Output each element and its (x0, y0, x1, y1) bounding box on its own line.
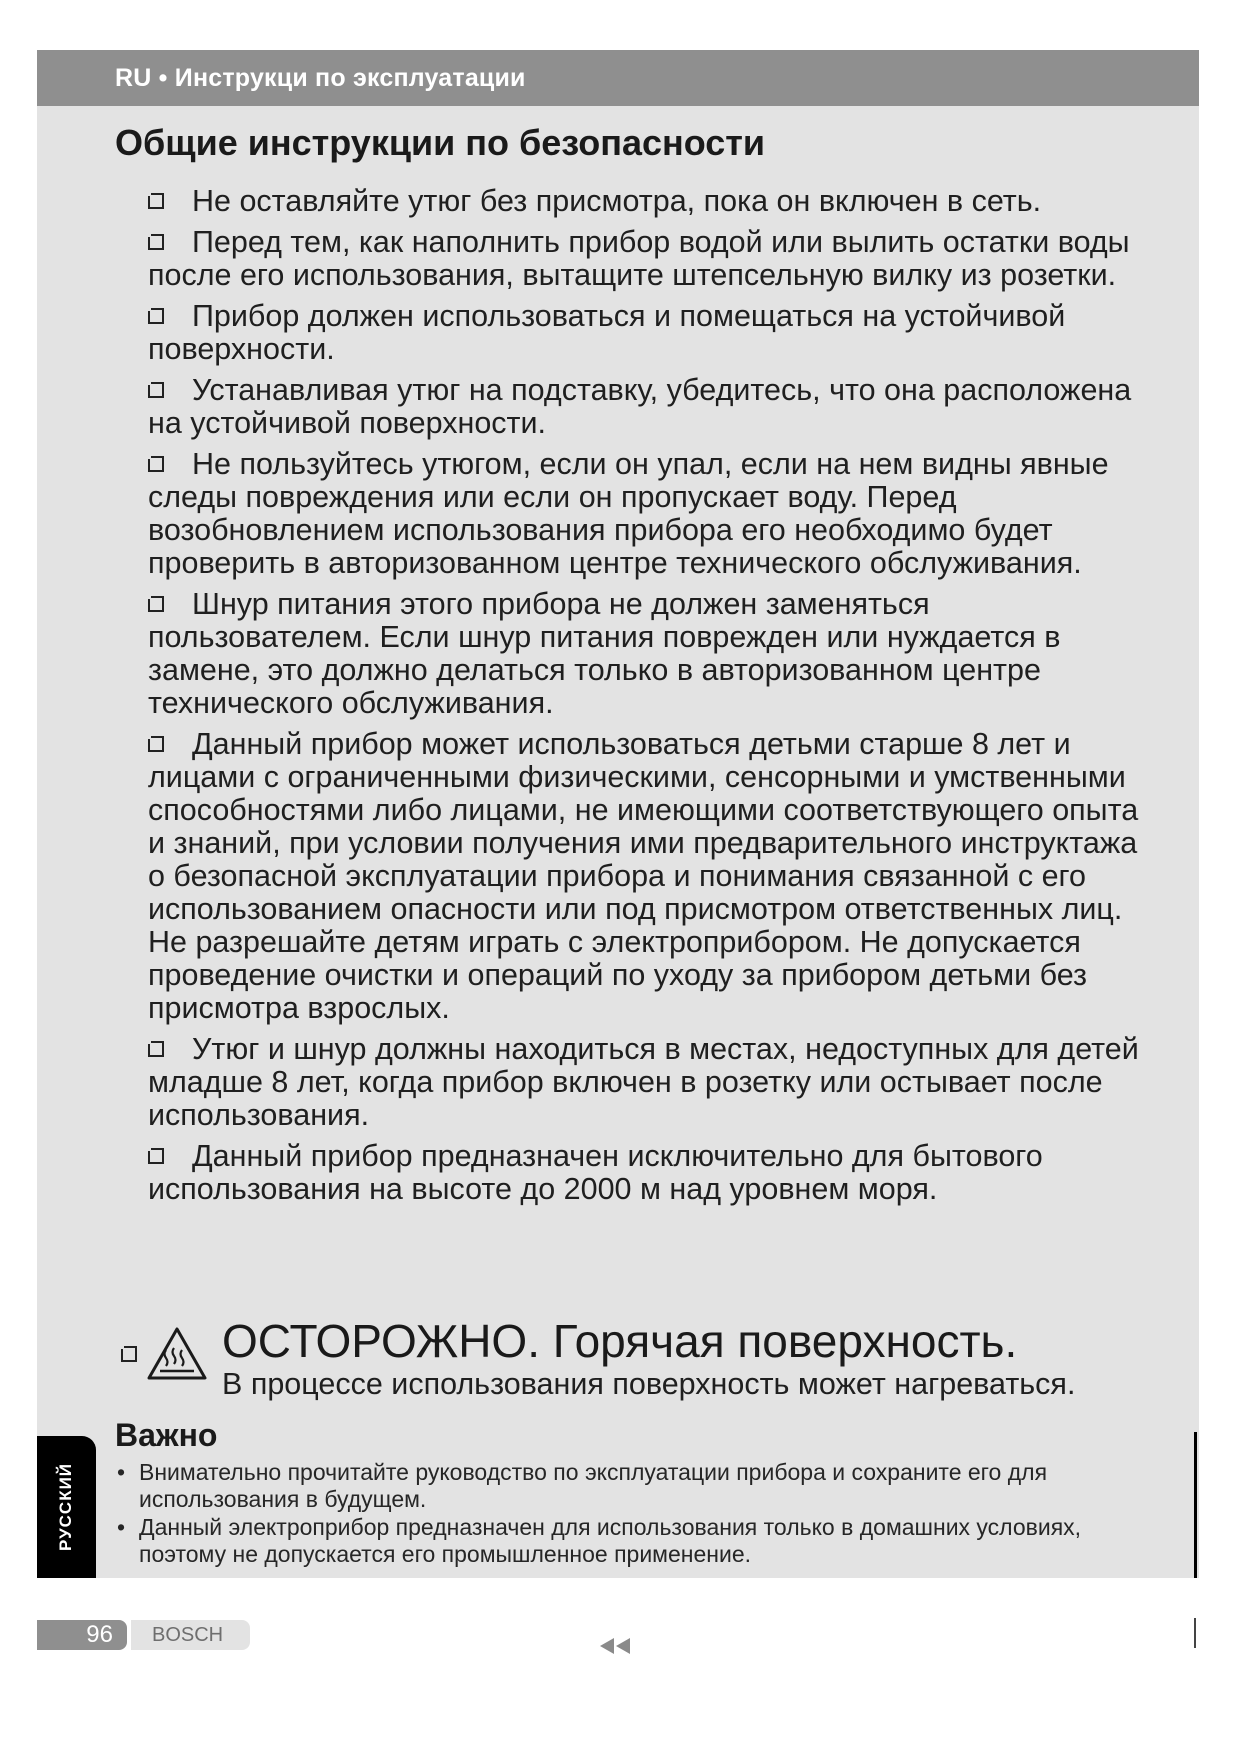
safety-item-text: Не оставляйте утюг без присмотра, пока он включен в сеть. (192, 184, 1042, 218)
safety-item (148, 185, 1153, 218)
page-number: 96 (86, 1621, 113, 1648)
safety-item (148, 226, 1153, 292)
safety-item-text: Устанавливая утюг на подставку, убедитесь, что она расположена на устойчивой поверхности. (148, 373, 1132, 440)
safety-item (148, 1033, 1153, 1132)
checkbox-bullet-icon (148, 234, 164, 250)
safety-item-text: Перед тем, как наполнить прибор водой или вылить остатки воды после его использования, вытащите штепсельную вилку из розетки. (148, 225, 1130, 292)
checkbox-bullet-icon (148, 382, 164, 398)
header-section: Инструкци по эксплуатации (174, 64, 526, 92)
checkbox-bullet-icon (121, 1346, 137, 1362)
page-title: Общие инструкции по безопасности (115, 122, 766, 163)
safety-item (148, 300, 1153, 366)
note-text: Данный электроприбор предназначен для использования только в домашних условиях, поэтому не допускается его промышленное применение. (139, 1514, 1082, 1567)
safety-item (148, 588, 1153, 720)
list-item (115, 1514, 1145, 1568)
language-label: РУССКИЙ (56, 1462, 75, 1552)
checkbox-bullet-icon (148, 736, 164, 752)
safety-item (148, 1140, 1153, 1206)
list-item (115, 1459, 1145, 1513)
checkbox-bullet-icon (148, 308, 164, 324)
safety-item-text: Шнур питания этого прибора не должен заменяться пользователем. Если шнур питания поврежден или нуждается в замене, это должно делаться только в авторизованном центре технического обслуживания. (148, 587, 1061, 720)
rewind-icon[interactable] (598, 1637, 632, 1655)
note-text: Внимательно прочитайте руководство по эксплуатации прибора и сохраните его для использования в будущем. (139, 1459, 1048, 1512)
checkbox-bullet-icon (148, 456, 164, 472)
header-separator: • (158, 64, 168, 92)
margin-rule (1194, 1618, 1196, 1648)
safety-item-text: Прибор должен использоваться и помещаться на устойчивой поверхности. (148, 299, 1066, 366)
checkbox-bullet-icon (148, 1148, 164, 1164)
warning-text: В процессе использования поверхность может нагреваться. (222, 1367, 1076, 1401)
important-heading: Важно (115, 1417, 218, 1453)
checkbox-bullet-icon (148, 596, 164, 612)
safety-item-text: Утюг и шнур должны находиться в местах, недоступных для детей младше 8 лет, когда прибор включен в розетку или остывает после использования. (148, 1032, 1139, 1132)
safety-item (148, 374, 1153, 440)
safety-item-text: Данный прибор предназначен исключительно для бытового использования на высоте до 2000 м над уровнем моря. (148, 1139, 1043, 1206)
checkbox-bullet-icon (148, 193, 164, 209)
margin-rule (1194, 1432, 1197, 1578)
brand-label: BOSCH (152, 1624, 224, 1646)
warning-title: ОСТОРОЖНО. Горячая поверхность. (222, 1315, 1018, 1367)
header-title (115, 64, 526, 93)
safety-list (148, 185, 1153, 1214)
bullet-dot: • (117, 1514, 126, 1540)
bullet-dot: • (117, 1459, 126, 1485)
checkbox-bullet-icon (148, 1041, 164, 1057)
header-lang-code: RU (115, 64, 152, 92)
safety-item (148, 728, 1153, 1025)
important-notes (115, 1459, 1145, 1569)
hot-surface-icon (146, 1326, 208, 1382)
safety-item (148, 448, 1153, 580)
safety-item-text: Не пользуйтесь утюгом, если он упал, если на нем видны явные следы повреждения или если он пропускает воду. Перед возобновлением использования прибора его необходимо будет проверить в авторизованном центре технического обслуживания. (148, 447, 1109, 580)
safety-item-text: Данный прибор может использоваться детьми старше 8 лет и лицами с ограниченными физическими, сенсорными и умственными способностями либо лицами, не имеющими соответствующего опыта и знаний, при условии получения ими предварительного инструктажа о безопасной эксплуатации прибора и понимания связанной с его использованием опасности или под присмотром ответственных лиц. Не разрешайте детям играть с электроприбором. Не допускается проведение очистки и операций по уходу за прибором детьми без присмотра взрослых. (148, 727, 1139, 1025)
